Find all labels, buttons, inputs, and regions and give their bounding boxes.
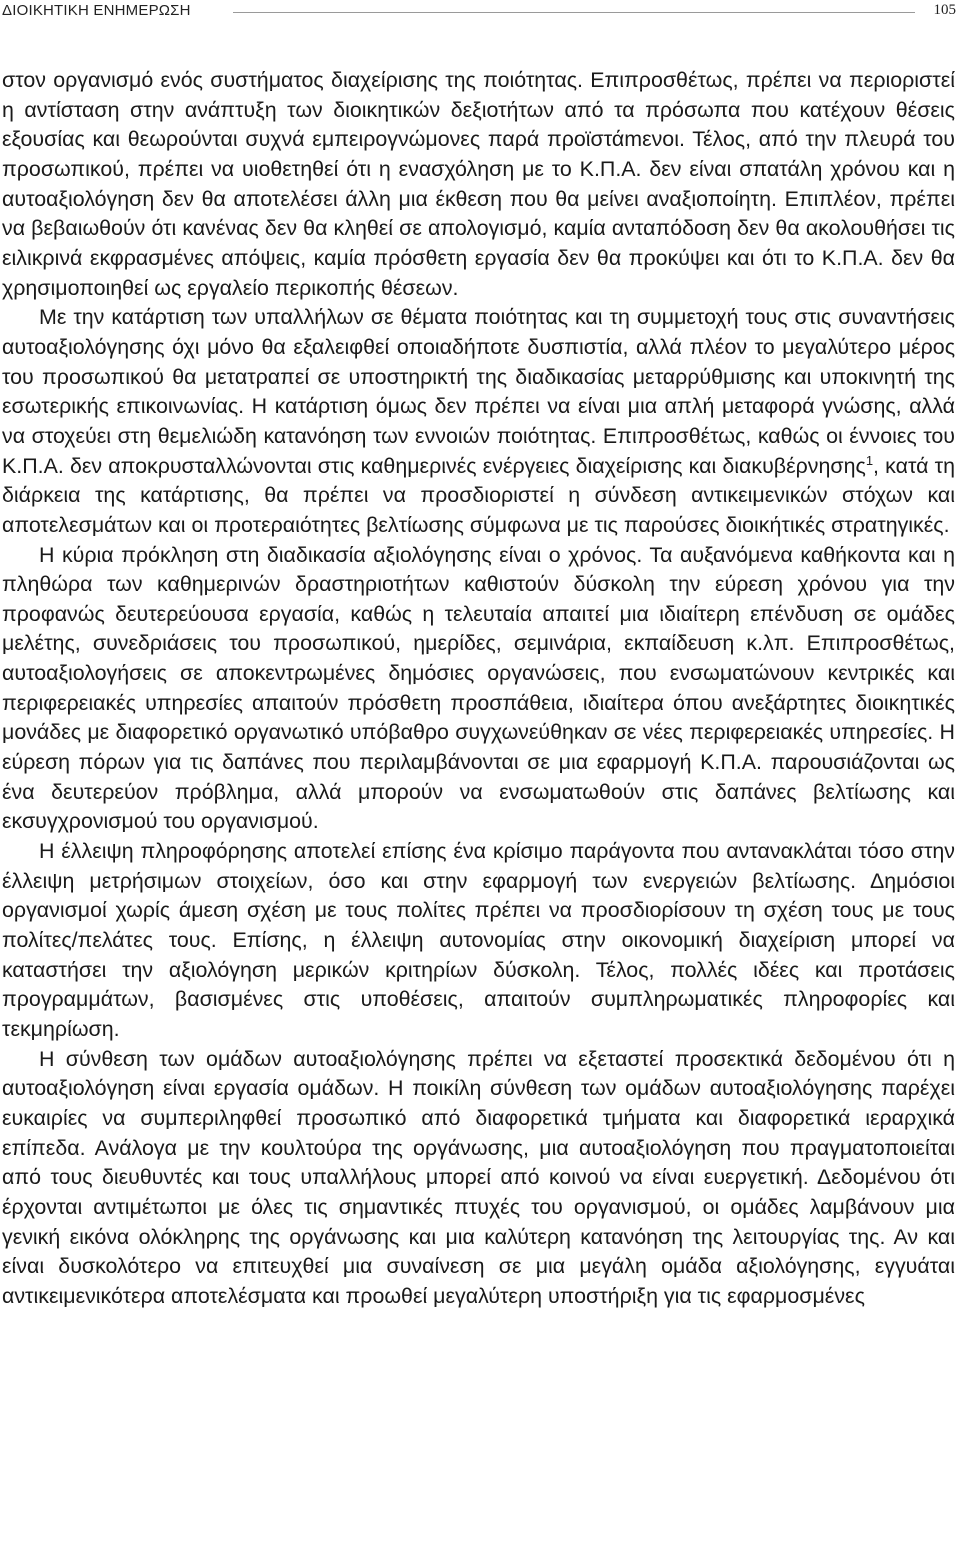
paragraph-2-text-a: Με την κατάρτιση των υπαλλήλων σε θέματα ποιότητας και τη συμμετοχή τους στις συναντήσεις αυτοαξιολόγησης όχι μόνο θα εξαλειφθεί οποιαδήποτε δυσπιστία, αλλά πλέον το μεγαλύτερο μέρος του προσωπικού θα μετατραπεί σε υποστηρικτή της διαδικασίας μεταρρύθμισης και υποκινητή της εσωτερικής επικοινωνίας. Η κατάρτιση όμως δεν πρέπει να είναι μια απλή μεταφορά γνώσης, αλλά να στοχεύει στη θεμελιώδη κατανόηση των εννοιών ποιότητας. Επιπροσθέτως, καθώς οι έννοιες του Κ.Π.Α. δεν αποκρυσταλλώνονται στις καθημερινές ενέργειες διαχείρισης και διακυβέρνησης: [2, 305, 955, 478]
paragraph-2: [2, 303, 955, 540]
paragraph-5: Η σύνθεση των ομάδων αυτοαξιολόγησης πρέπει να εξεταστεί προσεκτικά δεδομένου ότι η αυτοαξιολόγηση είναι εργασία ομάδων. Η ποικίλη σύνθεση των ομάδων αυτοαξιολόγησης παρέχει ευκαιρίες να συμπεριληφθεί προσωπικό από διαφορετικά τμήματα και διαφορετικά ιεραρχικά επίπεδα. Ανάλογα με την κουλτούρα της οργάνωσης, μια αυτοαξιολόγηση που πραγματοποιείται από τους διευθυντές και τους υπαλλήλους μπορεί από κοινού να είναι ευεργετική. Δεδομένου ότι έρχονται αντιμέτωποι με όλες τις σημαντικές πτυχές του οργανισμού, οι ομάδες λαμβάνουν μια γενική εικόνα ολόκληρης της οργάνωσης και μια καλύτερη κατανόηση της λειτουργίας της. Αν και είναι δυσκολότερο να επιτευχθεί μια συναίνεση σε μια μεγάλη ομάδα αξιολόγησης, εγγυάται αντικειμενικότερα αποτελέσματα και προωθεί μεγαλύτερη υποστήριξη για τις εφαρμοσμένες: [2, 1046, 955, 1308]
running-header: [0, 0, 960, 26]
page-number: 105: [933, 2, 956, 18]
body-text: [2, 66, 955, 1312]
paragraph-3: Η κύρια πρόκληση στη διαδικασία αξιολόγησης είναι ο χρόνος. Τα αυξανόμενα καθήκοντα και η πληθώρα των καθημερινών δραστηριοτήτων καθιστούν δύσκολη την εύρεση χρόνου για την προφανώς δευτερεύουσα εργασία, καθώς η τελευταία απαιτεί μια ιδιαίτερη επένδυση σε ομάδες μελέτης, συνεδριάσεις του προσωπικού, ημερίδες, σεμινάρια, εκπαίδευση κ.λπ. Επιπροσθέτως, αυτοαξιολογήσεις σε αποκεντρωμένες δημόσιες οργανώσεις, που ενσωματώνουν κεντρικές και περιφερειακές υπηρεσίες απαιτούν πρόσθετη προσπάθεια, ιδιαίτερα όπου ανεξάρτητες διοικητικές μονάδες με διαφορετικό οργανωτικό υπόβαθρο συγχωνεύθηκαν σε νέες περιφερειακές υπηρεσίες. Η εύρεση πόρων για τις δαπάνες που περιλαμβάνονται σε μια εφαρμογή Κ.Π.Α. παρουσιάζονται ως ένα δευτερεύον πρόβλημα, αλλά μπορούν να ενσωματωθούν στις δαπάνες βελτίωσης και εκσυγχρονισμού του οργανισμού.: [2, 542, 955, 834]
paragraph-2-text-b: , κατά τη διάρκεια της κατάρτισης, θα πρέπει να προσδιοριστεί η σύνδεση αντικειμενικών στόχων και αποτελεσμάτων και οι προτεραιότητες βελτίωσης σύμφωνα με τις παρούσες διοικήτικές στρατηγικές.: [2, 453, 955, 537]
footnote-reference[interactable]: 1: [865, 452, 874, 468]
paragraph-4: Η έλλειψη πληροφόρησης αποτελεί επίσης ένα κρίσιμο παράγοντα που αντανακλάται τόσο στην έλλειψη μετρήσιμων στοιχείων, όσο και στην εφαρμογή των ενεργειών βελτίωσης. Δημόσιοι οργανισμοί χωρίς άμεση σχέση με τους πολίτες πρέπει να προσδιορίσουν τη σχέση τους με τους πολίτες/πελάτες τους. Επίσης, η έλλειψη αυτονομίας στην οικονομική διαχείριση μπορεί να καταστήσει την αξιολόγηση μερικών κριτηρίων δύσκολη. Τέλος, πολλές ιδέες και προτάσεις προγραμμάτων, βασισμένες στις υποθέσεις, απαιτούν συμπληρωματικές πληροφορίες και τεκμηρίωση.: [2, 839, 955, 1041]
running-title: ΔΙΟΙΚΗΤΙΚΗ ΕΝΗΜΕΡΩΣΗ: [2, 2, 191, 19]
header-rule: [233, 12, 915, 13]
paragraph-1: στον οργανισμό ενός συστήματος διαχείρισης της ποιότητας. Επιπροσθέτως, πρέπει να περιοριστεί η αντίσταση στην ανάπτυξη των διοικητικών δεξιοτήτων από τα πρόσωπα που κατέχουν θέσεις εξουσίας και θεωρούνται συχνά εμπειρογνώμονες παρά προϊστάmενοι. Τέλος, από την πλευρά του προσωπικού, πρέπει να υιοθετηθεί ότι η ενασχόληση με το Κ.Π.Α. δεν είναι σπατάλη χρόνου και η αυτοαξιολόγηση δεν θα αποτελέσει άλλη μια έκθεση που θα μείνει αναξιοποίητη. Επιπλέον, πρέπει να βεβαιωθούν ότι κανένας δεν θα κληθεί σε απολογισμό, καμία ανταπόδοση δεν θα ακολουθήσει τις ειλικρινά εκφρασμένες απόψεις, καμία πρόσθετη εργασία δεν θα προκύψει και ότι το Κ.Π.Α. δεν θα χρησιμοποιηθεί ως εργαλείο περικοπής θέσεων.: [2, 68, 955, 300]
